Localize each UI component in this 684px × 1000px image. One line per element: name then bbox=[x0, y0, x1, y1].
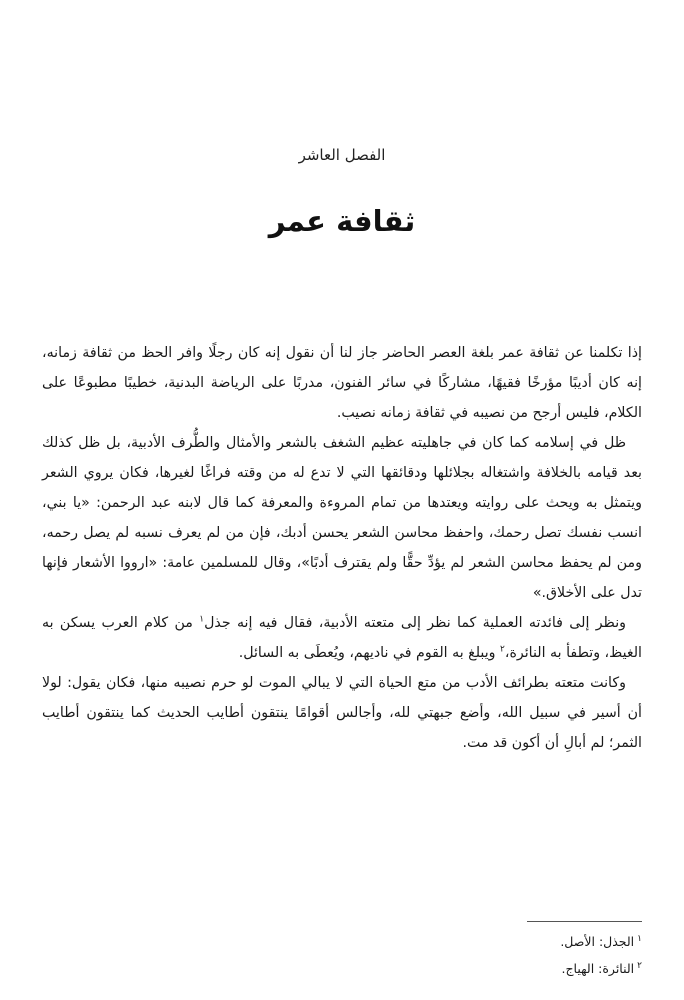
footnote-number: ١ bbox=[637, 933, 642, 944]
footnote-text: النائرة: الهياج. bbox=[561, 961, 635, 976]
chapter-title: ثقافة عمر bbox=[268, 204, 416, 238]
paragraph-segment: ونظر إلى فائدته العملية كما نظر إلى متعته الأدبية، فقال فيه إنه جذل bbox=[204, 615, 626, 631]
paragraph: وكانت متعته بطرائف الأدب من متع الحياة التي لا يبالي الموت لو حرم نصيبه منها، فكان يقول: لولا أن أسير في سبيل الله، وأضع جبهتي لله، وأجالس أقوامًا ينتقون أطايب الحديث كما ينتقون أطايب الثمر؛ لم أبالِ أن أكون قد مت. bbox=[42, 675, 642, 751]
footnote bbox=[42, 928, 642, 955]
footnote-number: ٢ bbox=[637, 960, 642, 971]
footnote-text: الجذل: الأصل. bbox=[560, 934, 635, 949]
paragraph: ظل في إسلامه كما كان في جاهليته عظيم الشغف بالشعر والأمثال والطُّرف الأدبية، بل ظل كذلك بعد قيامه بالخلافة واشتغاله بجلائلها ودقائقها التي لا تدع له من وقته فراغًا لغيرها، فكان يروي الشعر ويتمثل به ويحث على روايته ويعتدها من تمام المروءة والمعرفة كما قال لابنه عبد الرحمن: «يا بني، انسب نفسك تصل رحمك، واحفظ محاسن الشعر يحسن أدبك، فإن من لم يعرف نسبه لم يصل رحمه، ومن لم يحفظ محاسن الشعر لم يؤدِّ حقًّا ولم يقترف أدبًا»، وقال للمسلمين عامة: «ارووا الأشعار فإنها تدل على الأخلاق.» bbox=[42, 435, 642, 601]
body-text bbox=[42, 338, 642, 758]
paragraph-segment: ويبلغ به القوم في ناديهم، ويُعطَى به السائل. bbox=[238, 645, 501, 661]
footnote-ref[interactable]: ١ bbox=[199, 614, 205, 625]
paragraph-segment: من كلام العرب يسكن به الغيظ، وتطفأ به النائرة، bbox=[42, 615, 642, 661]
chapter-label: الفصل العاشر bbox=[298, 146, 386, 164]
paragraph-with-footnotes bbox=[42, 608, 642, 668]
footnote-divider bbox=[527, 921, 642, 922]
footnotes bbox=[42, 928, 642, 982]
footnote bbox=[42, 955, 642, 982]
paragraph: إذا تكلمنا عن ثقافة عمر بلغة العصر الحاضر جاز لنا أن نقول إنه كان رجلًا وافر الحظ من ثقافة زمانه، إنه كان أديبًا مؤرخًا فقيهًا، مشاركًا في سائر الفنون، مدربًا على الرياضة البدنية، خطيبًا مطبوعًا على الكلام، فليس أرجح من نصيبه في ثقافة زمانه نصيب. bbox=[42, 345, 642, 421]
footnote-ref[interactable]: ٢ bbox=[500, 644, 505, 655]
